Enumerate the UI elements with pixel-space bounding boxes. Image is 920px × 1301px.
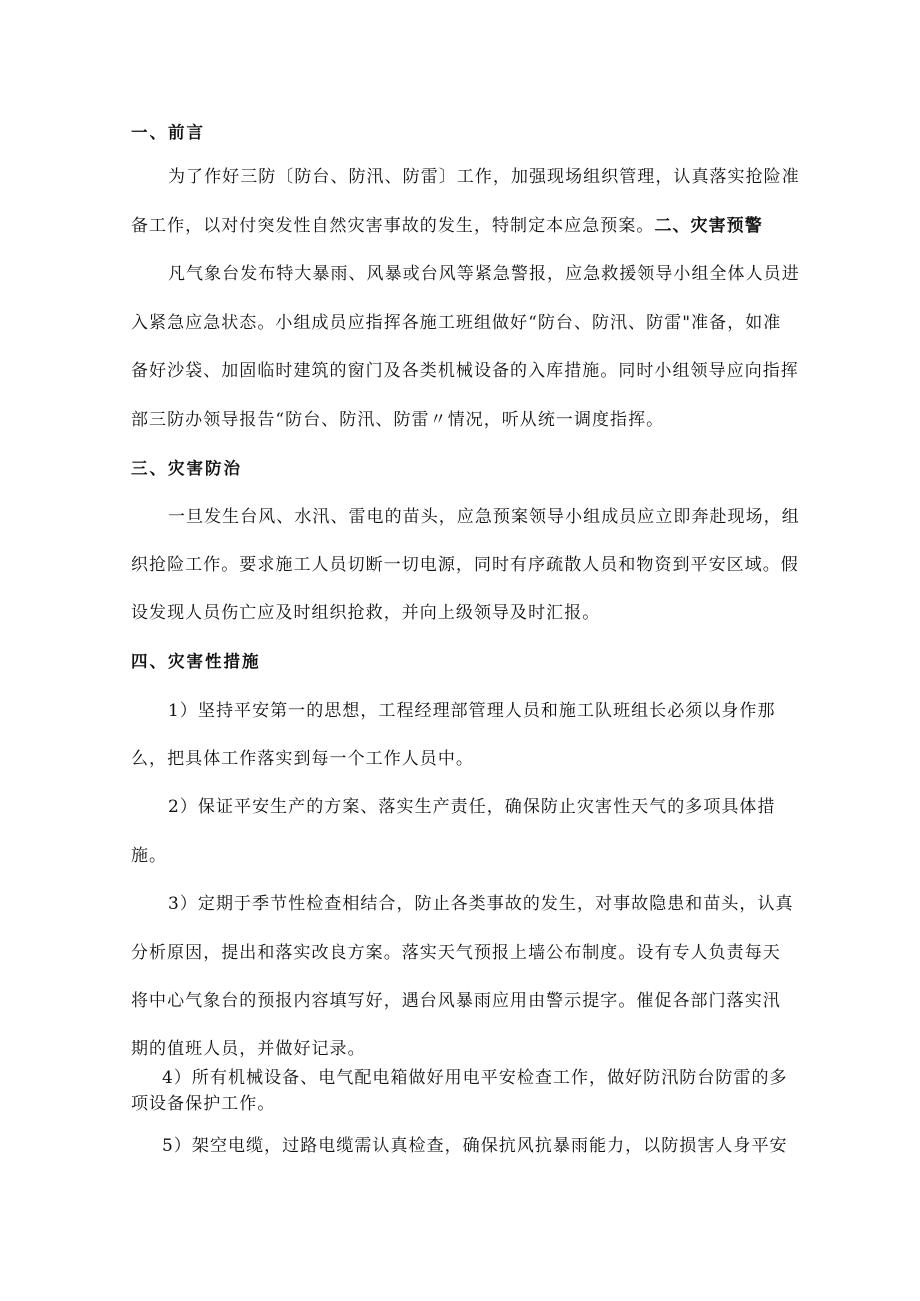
paragraph-line-text: 备工作，以对付突发性自然灾害事故的发生，特制定本应急预案。: [131, 216, 655, 236]
paragraph-line: 一旦发生台风、水汛、雷电的苗头，应急预案领导小组成员应立即奔赴现场，组: [168, 507, 800, 527]
paragraph-line: 备好沙袋、加固临时建筑的窗门及各类机械设备的入库措施。同时小组领导应向指挥: [131, 361, 799, 381]
paragraph-line: 2）保证平安生产的方案、落实生产责任，确保防止灾害性天气的多项具体措: [168, 797, 776, 817]
paragraph-line: 5）架空电缆，过路电缆需认真检查，确保抗风抗暴雨能力，以防损害人身平安: [162, 1136, 788, 1156]
paragraph-line: 3）定期于季节性检查相结合，防止各类事故的发生，对事故隐患和苗头，认真: [168, 894, 794, 914]
paragraph-line: 么，把具体工作落实到每一个工作人员中。: [131, 749, 474, 769]
paragraph-line: 部三防办领导报告“防台、防汛、防雷〃情况，听从统一调度指挥。: [131, 410, 665, 430]
paragraph-line: 4）所有机械设备、电气配电箱做好用电平安检查工作，做好防汛防台防雷的多: [162, 1068, 788, 1088]
section-heading-disaster-warning: 二、灾害预警: [654, 216, 763, 236]
paragraph-line: [131, 214, 763, 238]
paragraph-line: 1）坚持平安第一的思想，工程经理部管理人员和施工队班组长必须以身作那: [168, 701, 776, 721]
section-heading-preface: 一、前言: [131, 123, 205, 142]
paragraph-line: 凡气象台发布特大暴雨、风暴或台风等紧急警报，应急救援领导小组全体人员进: [168, 264, 800, 284]
paragraph-line: 期的值班人员，并做好记录。: [131, 1039, 366, 1059]
paragraph-line: 项设备保护工作。: [131, 1094, 276, 1114]
paragraph-line: 将中心气象台的预报内容填写好，遇台风暴雨应用由警示提字。催促各部门落实汛: [131, 991, 781, 1011]
paragraph-line: 设发现人员伤亡应及时组织抢救，并向上级领导及时汇报。: [131, 603, 601, 623]
paragraph-line: 分析原因，提出和落实改良方案。落实天气预报上墙公布制度。设有专人负责每天: [131, 943, 781, 963]
paragraph-line: 织抢险工作。要求施工人员切断一切电源，同时有序疏散人员和物资到平安区域。假: [131, 555, 799, 575]
paragraph-line: 施。: [131, 846, 168, 866]
paragraph-line: 为了作好三防〔防台、防汛、防雷〕工作，加强现场组织管理，认真落实抢险准: [168, 167, 800, 187]
section-heading-disaster-prevention: 三、灾害防治: [131, 459, 242, 478]
section-heading-disaster-measures: 四、灾害性措施: [131, 652, 261, 671]
paragraph-line: 入紧急应急状态。小组成员应指挥各施工班组做好“防台、防汛、防雷"准备，如准: [131, 313, 782, 333]
